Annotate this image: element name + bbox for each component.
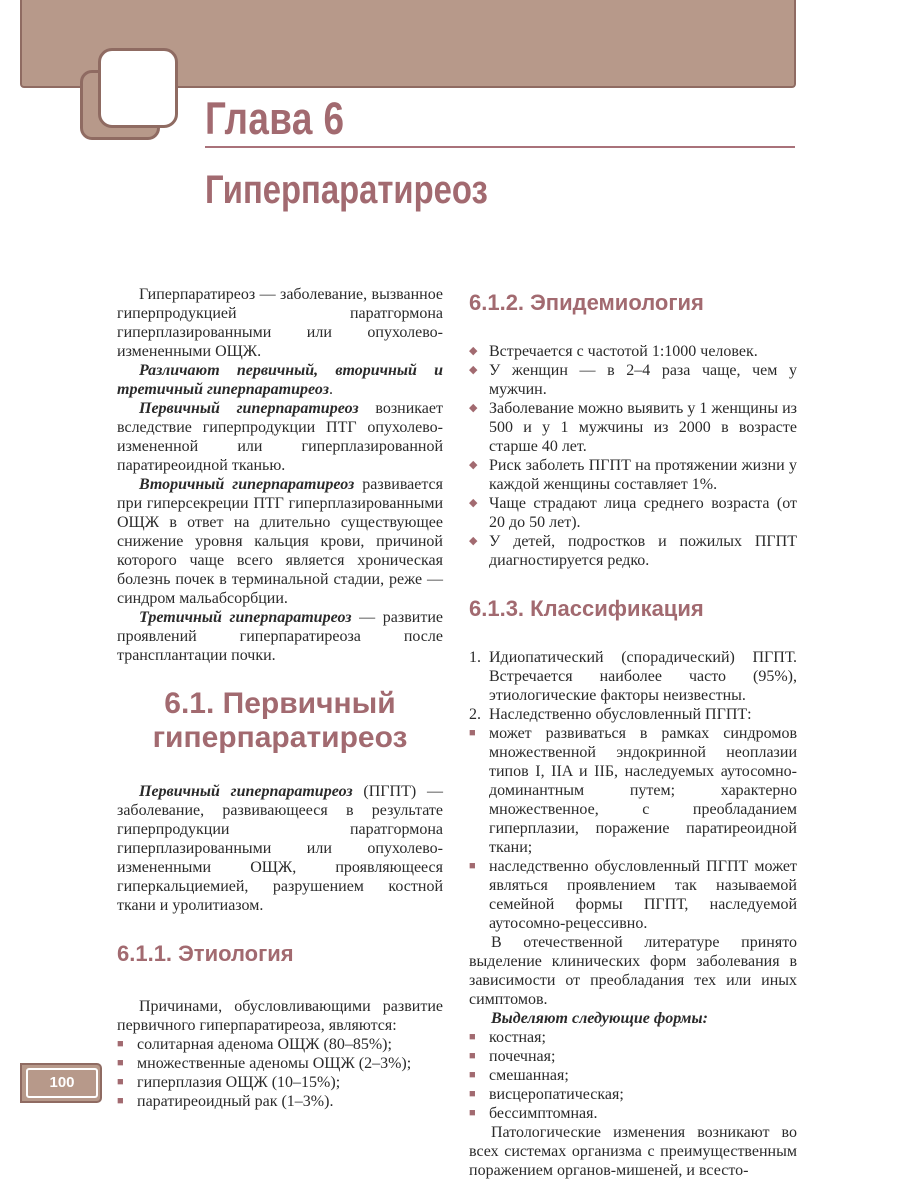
primary-term: Первичный гиперпаратиреоз [139,400,359,417]
list-item: ■ гиперплазия ОЩЖ (10–15%); [117,1074,341,1091]
tertiary-term: Третичный гиперпаратиреоз [139,609,352,626]
diamond-bullet-icon: ◆ [469,402,478,414]
list-item: ■ костная; [469,1029,546,1046]
square-bullet-icon: ■ [469,1031,476,1043]
square-bullet-icon: ■ [117,1038,124,1050]
secondary-paragraph [117,475,443,608]
chapter-label: Глава 6 [205,93,345,144]
diamond-bullet-icon: ◆ [469,535,478,547]
square-bullet-icon: ■ [469,1088,476,1100]
final-paragraph: Патологические изменения возникают во всех системах организма с преимущественным поражением органов-мишеней, и всесто- [469,1124,797,1179]
square-bullet-icon: ■ [117,1076,124,1088]
list-item: ■ наследственно обусловленный ПГПТ может являться проявлением так называемой семейной формы ПГПТ, наследуемой аутосомно-рецессивно. [469,858,797,932]
list-item: ■ может развиваться в рамках синдромов множественной эндокринной неоплазии типов I, IIA и IIБ, наследуемых аутосомно-доминантным путем; характерно множественное, с преобладанием гиперплазии, поражение паратиреоидной ткани; [469,725,797,856]
intro-paragraph: Гиперпаратиреоз — заболевание, вызванное гиперпродукцией паратгормона гиперплазированными или опухолево-измененными ОЩЖ. [117,286,443,360]
tertiary-paragraph [117,608,443,665]
list-item: ■ множественные аденомы ОЩЖ (2–3%); [117,1055,412,1072]
square-bullet-icon: ■ [469,860,476,872]
distinguish-paragraph: Различают первичный, вторичный и третичный гиперпаратиреоз. [117,362,443,398]
list-item: ■ висцеропатическая; [469,1086,624,1103]
hereditary-list [469,724,797,933]
page-number: 100 [26,1068,98,1098]
epidemiology-heading: 6.1.2. Эпидемиология [469,290,704,315]
list-item: ◆ Чаще страдают лица среднего возраста (от 20 до 50 лет). [469,495,797,531]
etiology-list [117,1035,443,1111]
list-item: ◆ Риск заболеть ПГПТ на протяжении жизни у каждой женщины составляет 1%. [469,457,797,493]
pgpt-text: (ПГПТ) — заболевание, развивающееся в результате гиперпродукции паратгормона гиперплазированными или опухолево-измененными ОЩЖ, проявляющееся гиперкальциемией, разрушением костной ткани и уролитиазом. [117,783,444,914]
primary-text: возникает вследствие гиперпродукции ПТГ опухолево-измененной или гиперплазированной паратиреоидной тканью. [117,400,443,474]
primary-paragraph [117,399,443,475]
list-item: ◆ У детей, подростков и пожилых ПГПТ диагностируется редко. [469,533,797,569]
list-item: ■ паратиреоидный рак (1–3%). [117,1093,334,1110]
left-column [117,285,443,1111]
diamond-bullet-icon: ◆ [469,459,478,471]
forms-heading: Выделяют следующие формы: [491,1010,708,1027]
list-item: ◆ Встречается с частотой 1:1000 человек. [469,343,758,360]
pgpt-paragraph [117,782,443,915]
pgpt-term: Первичный гиперпаратиреоз [139,783,353,800]
diamond-bullet-icon: ◆ [469,364,478,376]
classification-list [469,648,797,724]
square-bullet-icon: ■ [117,1095,124,1107]
section-title [117,687,443,755]
classification-heading: 6.1.3. Классификация [469,596,704,621]
list-item: 1. Идиопатический (спорадический) ПГПТ. Встречается наиболее часто (95%), этиологические факторы неизвестны. [469,649,797,704]
diamond-bullet-icon: ◆ [469,345,478,357]
square-bullet-icon: ■ [469,1107,476,1119]
distinguish-text: Различают первичный, вторичный и третичный гиперпаратиреоз [117,362,443,398]
square-bullet-icon: ■ [469,727,476,739]
decorative-square-front [98,48,178,128]
list-item: ■ бессимптомная. [469,1105,598,1122]
list-item: ■ смешанная; [469,1067,569,1084]
etiology-intro: Причинами, обусловливающими развитие первичного гиперпаратиреоза, являются: [117,998,443,1034]
diamond-bullet-icon: ◆ [469,497,478,509]
chapter-title: Гиперпаратиреоз [205,168,488,212]
section-title-line2: гиперпаратиреоз [152,721,408,754]
epidemiology-list [469,342,797,570]
tertiary-text: — развитие проявлений гиперпаратиреоза после трансплантации почки. [117,609,444,664]
list-item: 2. Наследственно обусловленный ПГПТ: [469,706,752,723]
list-item: ◆ У женщин — в 2–4 раза чаще, чем у мужчин. [469,362,797,398]
list-item: ◆ Заболевание можно выявить у 1 женщины из 500 и у 1 мужчины из 2000 в возрасте старше 40 лет. [469,400,797,455]
forms-list [469,1028,797,1123]
secondary-term: Вторичный гиперпаратиреоз [139,476,355,493]
square-bullet-icon: ■ [469,1069,476,1081]
list-item: ■ солитарная аденома ОЩЖ (80–85%); [117,1036,392,1053]
right-column [469,290,797,1180]
section-title-line1: 6.1. Первичный [164,687,396,720]
etiology-heading: 6.1.1. Этиология [117,941,294,966]
clinical-paragraph: В отечественной литературе принято выделение клинических форм заболевания в зависимости от преобладания тех или иных симптомов. [469,934,797,1008]
secondary-text: развивается при гиперсекреции ПТГ гиперплазированными ОЩЖ в ответ на длительно существующее снижение уровня кальция крови, причиной которого чаще всего является хроническая болезнь почек в терминальной стадии, реже — синдром мальабсорбции. [117,476,444,607]
square-bullet-icon: ■ [117,1057,124,1069]
square-bullet-icon: ■ [469,1050,476,1062]
list-item: ■ почечная; [469,1048,556,1065]
chapter-rule [205,146,795,148]
